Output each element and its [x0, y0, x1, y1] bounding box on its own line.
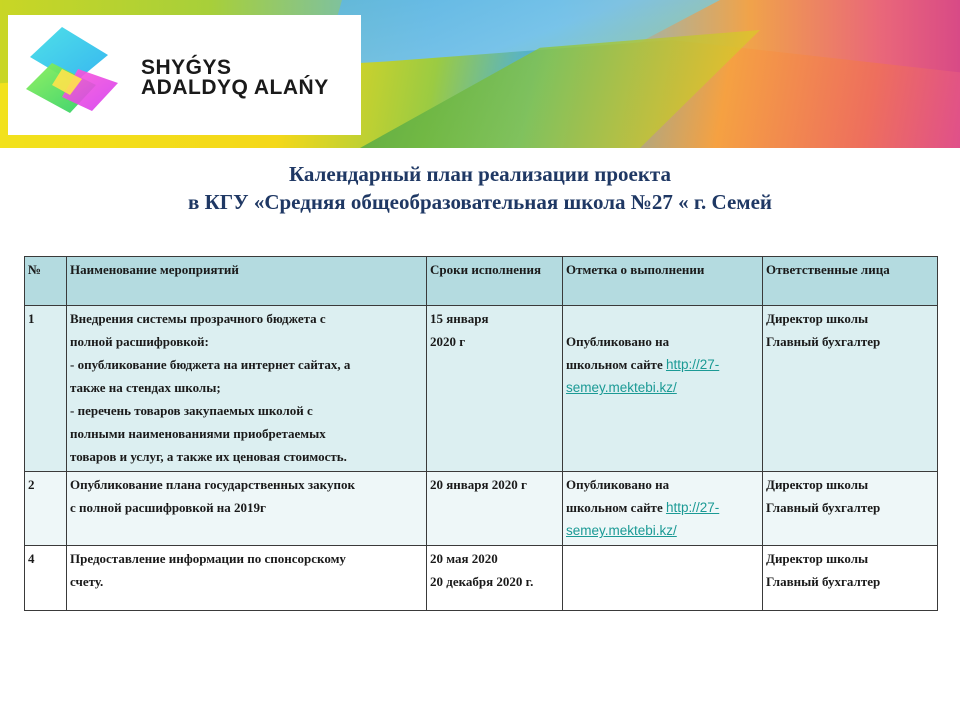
- status-text: [566, 330, 759, 399]
- table-row: [25, 472, 938, 546]
- status-cell: [563, 546, 763, 611]
- status-cell: [563, 472, 763, 546]
- row-number: 1: [25, 306, 67, 472]
- page-title: [0, 160, 960, 216]
- responsible-line: Главный бухгалтер: [766, 574, 881, 589]
- event-line: Внедрения системы прозрачного бюджета с: [70, 311, 326, 326]
- responsible-line: Главный бухгалтер: [766, 334, 881, 349]
- school-site-link[interactable]: http://27- semey.mektebi.kz/: [566, 357, 720, 395]
- status-text: [566, 473, 759, 542]
- event-cell: [67, 546, 427, 611]
- deadline-cell: [427, 546, 563, 611]
- table-row: [25, 306, 938, 472]
- deadline-line: 2020 г: [430, 334, 466, 349]
- header-event: Наименование мероприятий: [67, 257, 427, 306]
- event-line: также на стендах школы;: [70, 380, 221, 395]
- responsible-line: Главный бухгалтер: [766, 500, 881, 515]
- event-line: Предоставление информации по спонсорскому: [70, 551, 346, 566]
- responsible-line: Директор школы: [766, 477, 869, 492]
- event-line: полными наименованиями приобретаемых: [70, 426, 326, 441]
- status-cell: [563, 306, 763, 472]
- brand-name: [141, 58, 329, 98]
- deadline-cell: [427, 306, 563, 472]
- event-line: полной расшифровкой:: [70, 334, 209, 349]
- title-line-2: в КГУ «Средняя общеобразовательная школа №27 « г. Семей: [187, 190, 773, 214]
- status-line: Опубликовано на: [566, 477, 670, 492]
- responsible-cell: [763, 306, 938, 472]
- responsible-cell: [763, 546, 938, 611]
- title-line-1: Календарный план реализации проекта: [288, 162, 672, 186]
- deadline-line: 20 мая 2020: [430, 551, 498, 566]
- status-line: школьном сайте: [566, 500, 666, 515]
- event-cell: [67, 472, 427, 546]
- event-cell: [67, 306, 427, 472]
- status-line: Опубликовано на: [566, 334, 670, 349]
- school-site-link[interactable]: http://27- semey.mektebi.kz/: [566, 500, 720, 538]
- header-responsible: Ответственные лица: [763, 257, 938, 306]
- responsible-cell: [763, 472, 938, 546]
- event-line: с полной расшифровкой на 2019г: [70, 500, 266, 515]
- responsible-line: Директор школы: [766, 551, 869, 566]
- event-line: - перечень товаров закупаемых школой с: [70, 403, 313, 418]
- event-line: - опубликование бюджета на интернет сайтах, а: [70, 357, 351, 372]
- deadline-line: 20 декабря 2020 г.: [430, 574, 534, 589]
- row-number: 4: [25, 546, 67, 611]
- deadline-line: 20 января 2020 г: [430, 477, 527, 492]
- table-header-row: [25, 257, 938, 306]
- plan-table: [24, 256, 938, 611]
- deadline-cell: [427, 472, 563, 546]
- header-deadline: Сроки исполнения: [427, 257, 563, 306]
- responsible-line: Директор школы: [766, 311, 869, 326]
- row-number: 2: [25, 472, 67, 546]
- event-line: товаров и услуг, а также их ценовая стоимость.: [70, 449, 347, 464]
- brand-line-1: SHYǴYS: [141, 56, 232, 79]
- brand-line-2: ADALDYQ ALAŃY: [141, 76, 329, 99]
- status-line: школьном сайте: [566, 357, 666, 372]
- header-number: №: [25, 257, 67, 306]
- header-status: Отметка о выполнении: [563, 257, 763, 306]
- logo: [8, 15, 361, 135]
- event-line: Опубликование плана государственных закупок: [70, 477, 355, 492]
- logo-mark-icon: [22, 25, 122, 125]
- table-row: [25, 546, 938, 611]
- event-line: счету.: [70, 574, 104, 589]
- deadline-line: 15 января: [430, 311, 489, 326]
